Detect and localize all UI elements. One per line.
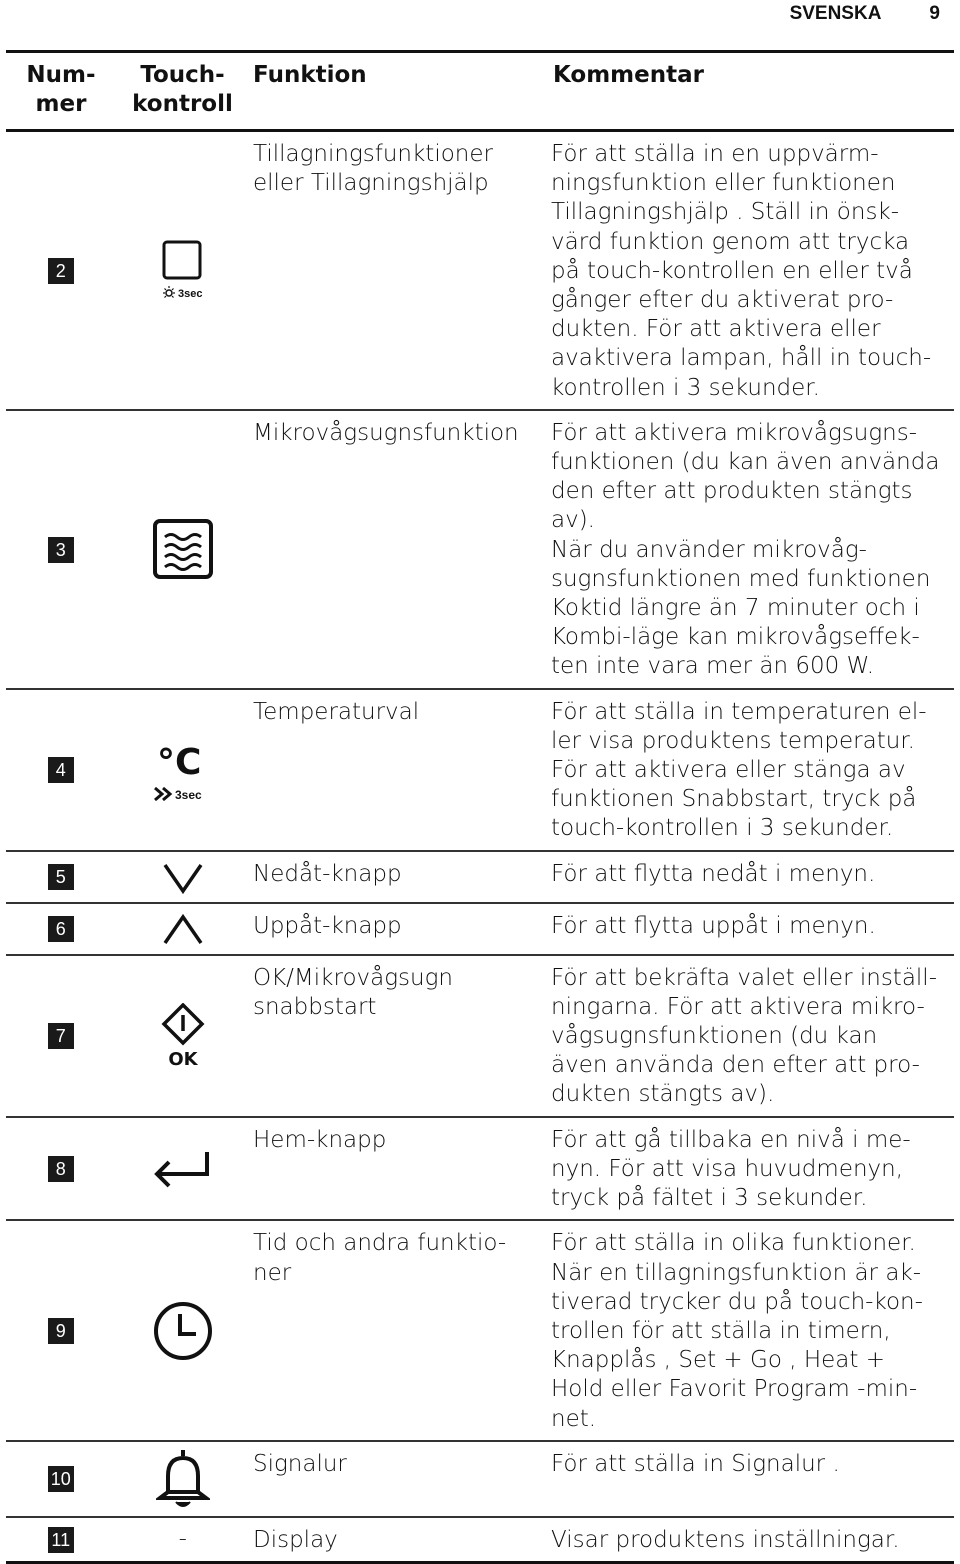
row-number-badge: 5	[48, 864, 74, 890]
function-label: Hem-knapp	[249, 1117, 549, 1221]
table-row	[6, 955, 954, 1117]
column-header-touch: Touch- kontroll	[116, 52, 249, 131]
celsius-fast-start-icon[interactable]	[151, 738, 215, 802]
function-label: Mikrovågsugnsfunktion	[249, 410, 549, 689]
row-number-badge: 8	[48, 1156, 74, 1182]
comment-text: För att flytta uppåt i menyn.	[549, 903, 954, 955]
comment-text: För att ställa in olika funktioner. När en tillagningsfunktion är ak- tiverad trycker du på touch-kon- trollen för att ställa in timern, Knapplås , Set + Go , Heat + Hold eller Favorit Program -min- net.	[549, 1220, 954, 1440]
chevron-down-icon[interactable]	[161, 859, 205, 895]
table-row	[6, 903, 954, 955]
table-row	[6, 851, 954, 903]
function-label: OK/Mikrovågsugn snabbstart	[249, 955, 549, 1117]
ok-start-icon[interactable]	[158, 1003, 208, 1069]
bell-icon[interactable]	[156, 1448, 210, 1510]
page-header	[790, 2, 940, 26]
chevron-up-icon[interactable]	[161, 911, 205, 947]
row-number-badge: 9	[48, 1318, 74, 1344]
comment-text: För att ställa in en uppvärm- ningsfunktion eller funktionen Tillagningshjälp . Ställ in önsk- värd funktion genom att trycka på touch-kontrollen en eller två gånger efter du aktiverat pro- dukten. För att aktivera eller avaktivera lampan, håll in touch- kontrollen i 3 sekunder.	[549, 131, 954, 410]
icon-label-3sec: 3sec	[177, 288, 203, 301]
page-number: 9	[929, 3, 940, 24]
square-lamp-3sec-icon[interactable]	[153, 238, 213, 302]
function-label: Display	[249, 1517, 549, 1563]
column-header-number: Num- mer	[6, 52, 116, 131]
table-header-row	[6, 52, 954, 131]
comment-text: För att ställa in temperaturen el- ler visa produktens temperatur. För att aktivera eller stänga av funktionen Snabbstart, tryck på touch-kontrollen i 3 sekunder.	[549, 689, 954, 851]
function-label: Tillagningsfunktioner eller Tillagningshjälp	[249, 131, 549, 410]
comment-text: Visar produktens inställningar.	[549, 1517, 954, 1563]
comment-text: För att ställa in Signalur .	[549, 1441, 954, 1517]
comment-text: För att bekräfta valet eller inställ- ningarna. För att aktivera mikro- vågsugnsfunktionen (du kan även använda den efter att pro- dukten stängts av).	[549, 955, 954, 1117]
table-row	[6, 1517, 954, 1563]
table-row	[6, 1117, 954, 1221]
icon-symbol-celsius: °C	[156, 741, 202, 783]
table-row	[6, 1220, 954, 1440]
row-number-badge: 11	[48, 1527, 74, 1553]
comment-text: För att flytta nedåt i menyn.	[549, 851, 954, 903]
column-header-comment: Kommentar	[549, 52, 954, 131]
controls-table	[6, 50, 954, 1564]
icon-label-ok: OK	[168, 1048, 198, 1069]
comment-text: För att gå tillbaka en nivå i me- nyn. För att visa huvudmenyn, tryck på fältet i 3 sekunder.	[549, 1117, 954, 1221]
comment-text: För att aktivera mikrovågsugns- funktionen (du kan även använda den efter att produkten stängts av). När du använder mikrovåg- sugnsfunktionen med funktionen Koktid längre än 7 minuter och i Kombi-läge kan mikrovågseffek- ten inte vara mer än 600 W.	[549, 410, 954, 689]
icon-label-3sec: 3sec	[174, 787, 202, 802]
row-number-badge: 7	[48, 1023, 74, 1049]
function-label: Tid och andra funktio- ner	[249, 1220, 549, 1440]
function-label: Uppåt-knapp	[249, 903, 549, 955]
no-icon-dash: -	[178, 1525, 187, 1552]
clock-icon[interactable]	[152, 1300, 214, 1362]
microwave-waves-icon[interactable]	[151, 517, 215, 581]
column-header-function: Funktion	[249, 52, 549, 131]
return-arrow-icon[interactable]	[151, 1148, 215, 1188]
language-label: SVENSKA	[789, 3, 882, 24]
row-number-badge: 2	[48, 258, 74, 284]
row-number-badge: 4	[48, 757, 74, 783]
table-row	[6, 689, 954, 851]
table-row	[6, 1441, 954, 1517]
table-row	[6, 131, 954, 410]
row-number-badge: 6	[48, 916, 74, 942]
function-label: Nedåt-knapp	[249, 851, 549, 903]
row-number-badge: 3	[48, 537, 74, 563]
function-label: Temperaturval	[249, 689, 549, 851]
row-number-badge: 10	[48, 1466, 74, 1492]
function-label: Signalur	[249, 1441, 549, 1517]
table-row	[6, 410, 954, 689]
